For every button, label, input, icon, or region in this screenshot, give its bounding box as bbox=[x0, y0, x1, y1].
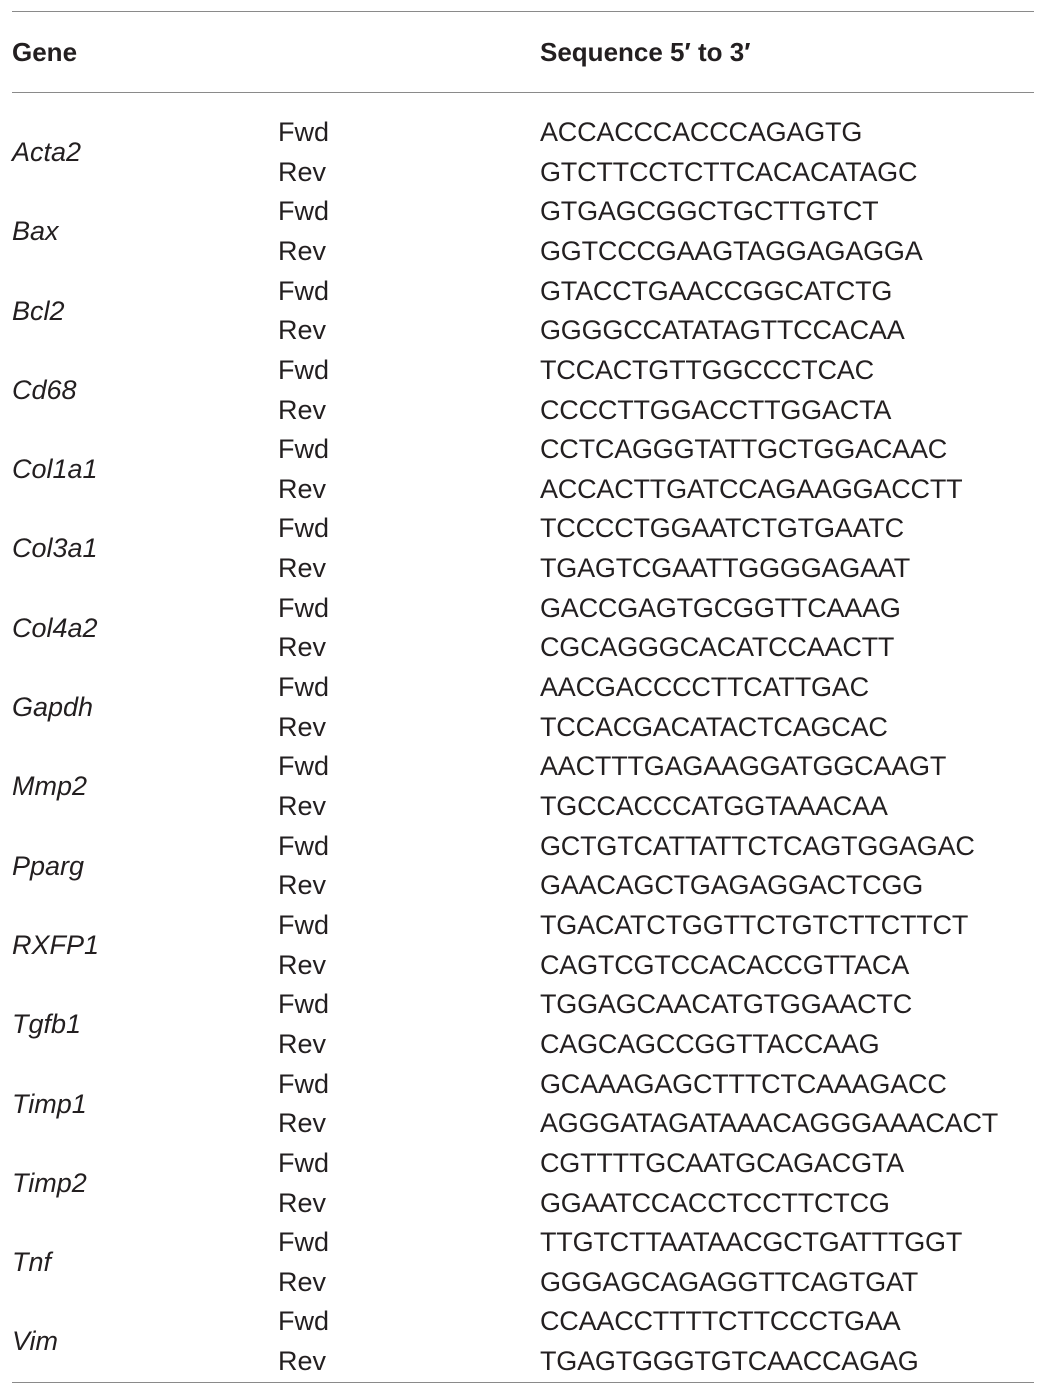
direction-label: Rev bbox=[278, 235, 327, 266]
direction-label: Fwd bbox=[278, 1147, 330, 1178]
forward-primer bbox=[0, 985, 1047, 1025]
direction-label: Fwd bbox=[278, 830, 330, 861]
table-row bbox=[0, 509, 1047, 588]
primer-sequence: TCCCCTGGAATCTGTGAATC bbox=[540, 513, 904, 544]
direction-label: Rev bbox=[278, 1346, 327, 1377]
reverse-primer bbox=[0, 153, 1047, 193]
direction-label: Fwd bbox=[278, 117, 330, 147]
primer-sequence: CCTCAGGGTATTGCTGGACAAC bbox=[540, 434, 948, 465]
direction-label: Rev bbox=[278, 1187, 327, 1218]
direction-label: Fwd bbox=[278, 275, 330, 306]
gene-name: Timp2 bbox=[12, 1167, 87, 1198]
primer-sequence: AACTTTGAGAAGGATGGCAAGT bbox=[540, 751, 947, 782]
table-row bbox=[0, 1144, 1047, 1223]
direction-label: Rev bbox=[278, 632, 327, 663]
table-row bbox=[0, 906, 1047, 985]
gene-name: Timp1 bbox=[12, 1088, 87, 1119]
table-row bbox=[0, 589, 1047, 668]
primer-sequence: GACCGAGTGCGGTTCAAAG bbox=[540, 592, 901, 623]
direction-label: Rev bbox=[278, 791, 327, 822]
header-sequence: Sequence 5′ to 3′ bbox=[540, 37, 751, 67]
header-gene: Gene bbox=[12, 37, 78, 67]
primer-sequence: CCCCTTGGACCTTGGACTA bbox=[540, 394, 892, 425]
forward-primer bbox=[0, 113, 1047, 153]
gene-name: Col1a1 bbox=[12, 454, 98, 485]
primer-sequence: GCTGTCATTATTCTCAGTGGAGAC bbox=[540, 830, 975, 861]
primer-sequence: TGAGTCGAATTGGGGAGAAT bbox=[540, 553, 911, 584]
reverse-primer bbox=[0, 311, 1047, 351]
direction-label: Rev bbox=[278, 1108, 327, 1139]
table-row bbox=[0, 1223, 1047, 1302]
primer-sequence: GTGAGCGGCTGCTTGTCT bbox=[540, 196, 879, 227]
primer-sequence: GCAAAGAGCTTTCTCAAAGACC bbox=[540, 1068, 947, 1099]
direction-label: Rev bbox=[278, 711, 327, 742]
forward-primer bbox=[0, 430, 1047, 470]
reverse-primer bbox=[0, 470, 1047, 510]
reverse-primer bbox=[0, 1184, 1047, 1224]
forward-primer bbox=[0, 192, 1047, 232]
forward-primer bbox=[0, 272, 1047, 312]
gene-name: Gapdh bbox=[12, 692, 94, 723]
direction-label: Fwd bbox=[278, 354, 330, 385]
table-header-rule bbox=[12, 92, 1034, 93]
forward-primer bbox=[0, 827, 1047, 867]
primer-sequence: AACGACCCCTTCATTGAC bbox=[540, 672, 869, 703]
direction-label: Rev bbox=[278, 553, 327, 584]
gene-name: Bax bbox=[12, 216, 59, 247]
reverse-primer bbox=[0, 232, 1047, 272]
primer-sequence: GGGGCCATATAGTTCCACAA bbox=[540, 315, 905, 346]
primer-sequence: CAGCAGCCGGTTACCAAG bbox=[540, 1028, 880, 1059]
forward-primer bbox=[0, 1144, 1047, 1184]
reverse-primer bbox=[0, 946, 1047, 986]
table-row bbox=[0, 985, 1047, 1064]
direction-label: Fwd bbox=[278, 1306, 330, 1337]
forward-primer bbox=[0, 351, 1047, 391]
reverse-primer bbox=[0, 628, 1047, 668]
primer-sequence: TCCACTGTTGGCCCTCAC bbox=[540, 354, 874, 385]
direction-label: Rev bbox=[278, 156, 327, 187]
primer-sequence: TGCCACCCATGGTAAACAA bbox=[540, 791, 888, 822]
direction-label: Fwd bbox=[278, 1227, 330, 1258]
gene-name: Mmp2 bbox=[12, 771, 88, 802]
reverse-primer bbox=[0, 787, 1047, 827]
reverse-primer bbox=[0, 391, 1047, 431]
direction-label: Rev bbox=[278, 1028, 327, 1059]
gene-name: Tnf bbox=[12, 1247, 52, 1278]
table-row bbox=[0, 668, 1047, 747]
primer-sequence: TGGAGCAACATGTGGAACTC bbox=[540, 989, 913, 1020]
forward-primer bbox=[0, 1065, 1047, 1105]
forward-primer bbox=[0, 1302, 1047, 1342]
direction-label: Fwd bbox=[278, 592, 330, 623]
primer-sequence: ACCACCCACCCAGAGTG bbox=[540, 117, 863, 147]
reverse-primer bbox=[0, 708, 1047, 748]
forward-primer bbox=[0, 906, 1047, 946]
primer-table-body bbox=[0, 113, 1047, 1382]
primer-sequence: ACCACTTGATCCAGAAGGACCTT bbox=[540, 473, 963, 504]
table-row bbox=[0, 1065, 1047, 1144]
primer-sequence: CAGTCGTCCACACCGTTACA bbox=[540, 949, 910, 980]
table-row bbox=[0, 351, 1047, 430]
primer-sequence: TGACATCTGGTTCTGTCTTCTTCT bbox=[540, 909, 969, 940]
gene-name: Col4a2 bbox=[12, 612, 98, 643]
forward-primer bbox=[0, 589, 1047, 629]
direction-label: Fwd bbox=[278, 196, 330, 227]
table-row bbox=[0, 113, 1047, 192]
primer-sequence: TTGTCTTAATAACGCTGATTTGGT bbox=[540, 1227, 963, 1258]
table-row bbox=[0, 430, 1047, 509]
gene-name: Col3a1 bbox=[12, 533, 98, 564]
forward-primer bbox=[0, 747, 1047, 787]
table-top-rule bbox=[12, 11, 1034, 12]
forward-primer bbox=[0, 509, 1047, 549]
reverse-primer bbox=[0, 1025, 1047, 1065]
table-row bbox=[0, 1302, 1047, 1381]
direction-label: Fwd bbox=[278, 751, 330, 782]
table-row bbox=[0, 747, 1047, 826]
primer-sequence: GAACAGCTGAGAGGACTCGG bbox=[540, 870, 924, 901]
gene-name: Vim bbox=[12, 1326, 59, 1357]
direction-label: Rev bbox=[278, 315, 327, 346]
direction-label: Rev bbox=[278, 473, 327, 504]
direction-label: Rev bbox=[278, 394, 327, 425]
gene-name: Pparg bbox=[12, 850, 85, 881]
primer-sequence: TCCACGACATACTCAGCAC bbox=[540, 711, 888, 742]
gene-name: Cd68 bbox=[12, 374, 77, 405]
direction-label: Rev bbox=[278, 1266, 327, 1297]
reverse-primer bbox=[0, 549, 1047, 589]
primer-sequence: AGGGATAGATAAACAGGGAAACACT bbox=[540, 1108, 999, 1139]
reverse-primer bbox=[0, 1342, 1047, 1382]
table-row bbox=[0, 192, 1047, 271]
direction-label: Fwd bbox=[278, 513, 330, 544]
primer-sequence: GTACCTGAACCGGCATCTG bbox=[540, 275, 893, 306]
reverse-primer bbox=[0, 1263, 1047, 1303]
direction-label: Fwd bbox=[278, 1068, 330, 1099]
direction-label: Rev bbox=[278, 870, 327, 901]
gene-name: Bcl2 bbox=[12, 295, 65, 326]
primer-sequence: CCAACCTTTTCTTCCCTGAA bbox=[540, 1306, 901, 1337]
gene-name: Acta2 bbox=[12, 137, 82, 167]
primer-sequence: CGCAGGGCACATCCAACTT bbox=[540, 632, 895, 663]
table-row bbox=[0, 272, 1047, 351]
table-row bbox=[0, 827, 1047, 906]
forward-primer bbox=[0, 1223, 1047, 1263]
direction-label: Fwd bbox=[278, 989, 330, 1020]
direction-label: Rev bbox=[278, 949, 327, 980]
primer-sequence: GGTCCCGAAGTAGGAGAGGA bbox=[540, 235, 923, 266]
reverse-primer bbox=[0, 1104, 1047, 1144]
primer-sequence: GGAATCCACCTCCTTCTCG bbox=[540, 1187, 890, 1218]
primer-sequence: CGTTTTGCAATGCAGACGTA bbox=[540, 1147, 904, 1178]
forward-primer bbox=[0, 668, 1047, 708]
primer-sequence: TGAGTGGGTGTCAACCAGAG bbox=[540, 1346, 919, 1377]
gene-name: RXFP1 bbox=[12, 929, 100, 960]
gene-name: Tgfb1 bbox=[12, 1009, 82, 1040]
table-bottom-rule bbox=[12, 1382, 1034, 1383]
direction-label: Fwd bbox=[278, 434, 330, 465]
reverse-primer bbox=[0, 866, 1047, 906]
direction-label: Fwd bbox=[278, 672, 330, 703]
primer-sequence: GTCTTCCTCTTCACACATAGC bbox=[540, 156, 918, 187]
direction-label: Fwd bbox=[278, 909, 330, 940]
primer-sequence: GGGAGCAGAGGTTCAGTGAT bbox=[540, 1266, 919, 1297]
